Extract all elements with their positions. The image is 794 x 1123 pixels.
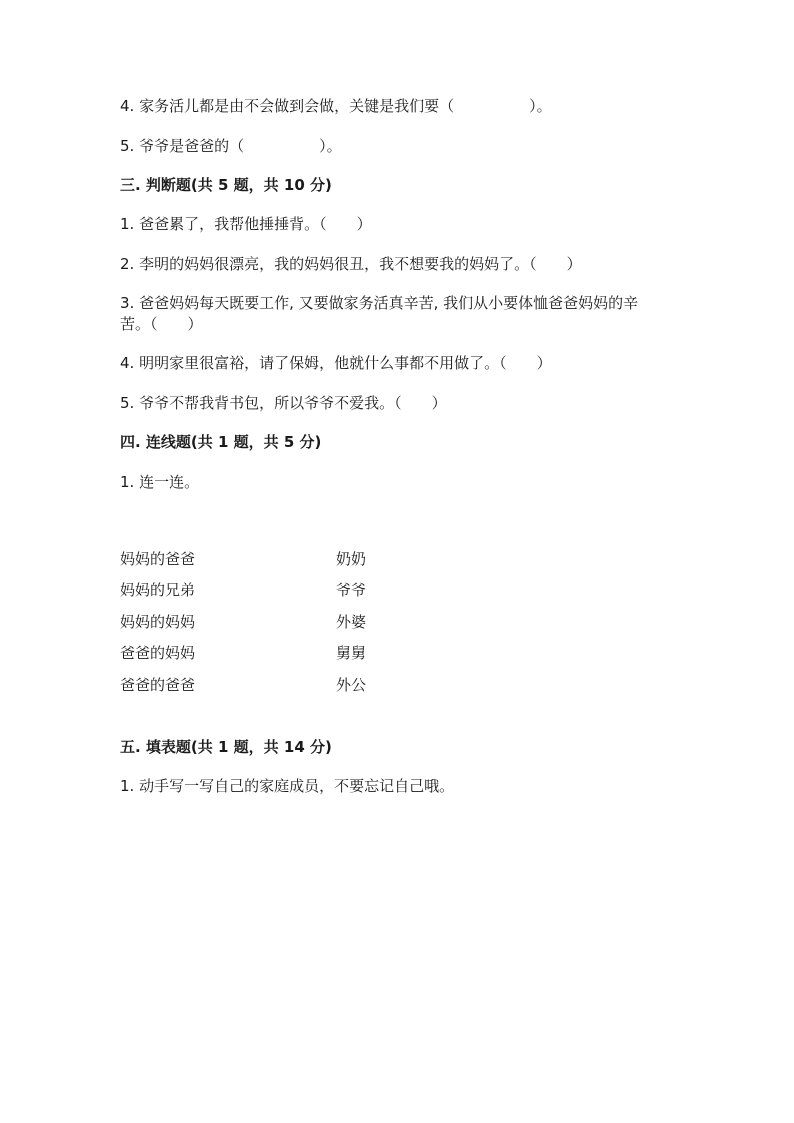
- judge-question-3: 3. 爸爸妈妈每天既要工作, 又要做家务活真辛苦, 我们从小要体恤爸爸妈妈的辛: [120, 294, 639, 312]
- section-3-heading: 三. 判断题(共 5 题，共 10 分): [120, 176, 332, 194]
- match-right-1: 奶奶: [336, 550, 367, 568]
- judge-question-2: 2. 李明的妈妈很漂亮，我的妈妈很丑，我不想要我的妈妈了。（ ）: [120, 255, 582, 273]
- match-left-4: 爸爸的妈妈: [120, 644, 196, 662]
- table-prompt: 1. 动手写一写自己的家庭成员，不要忘记自己哦。: [120, 777, 455, 795]
- section-4-heading: 四. 连线题(共 1 题，共 5 分): [120, 433, 322, 451]
- match-right-5: 外公: [336, 676, 367, 694]
- match-left-5: 爸爸的爸爸: [120, 676, 196, 694]
- match-right-3: 外婆: [336, 613, 367, 631]
- match-prompt: 1. 连一连。: [120, 473, 200, 491]
- match-left-2: 妈妈的兄弟: [120, 581, 196, 599]
- match-right-4: 舅舅: [336, 644, 367, 662]
- judge-question-1: 1. 爸爸累了，我帮他捶捶背。（ ）: [120, 215, 372, 233]
- match-left-1: 妈妈的爸爸: [120, 550, 196, 568]
- judge-question-5: 5. 爷爷不帮我背书包，所以爷爷不爱我。（ ）: [120, 394, 447, 412]
- section-5-heading: 五. 填表题(共 1 题，共 14 分): [120, 738, 332, 756]
- fill-question-5: 5. 爷爷是爸爸的（ ）。: [120, 137, 342, 155]
- match-left-3: 妈妈的妈妈: [120, 613, 196, 631]
- judge-question-4: 4. 明明家里很富裕，请了保姆，他就什么事都不用做了。（ ）: [120, 354, 552, 372]
- fill-question-4: 4. 家务活儿都是由不会做到会做，关键是我们要（ ）。: [120, 97, 552, 115]
- judge-question-3-cont: 苦。（ ）: [120, 315, 203, 333]
- match-right-2: 爷爷: [336, 581, 367, 599]
